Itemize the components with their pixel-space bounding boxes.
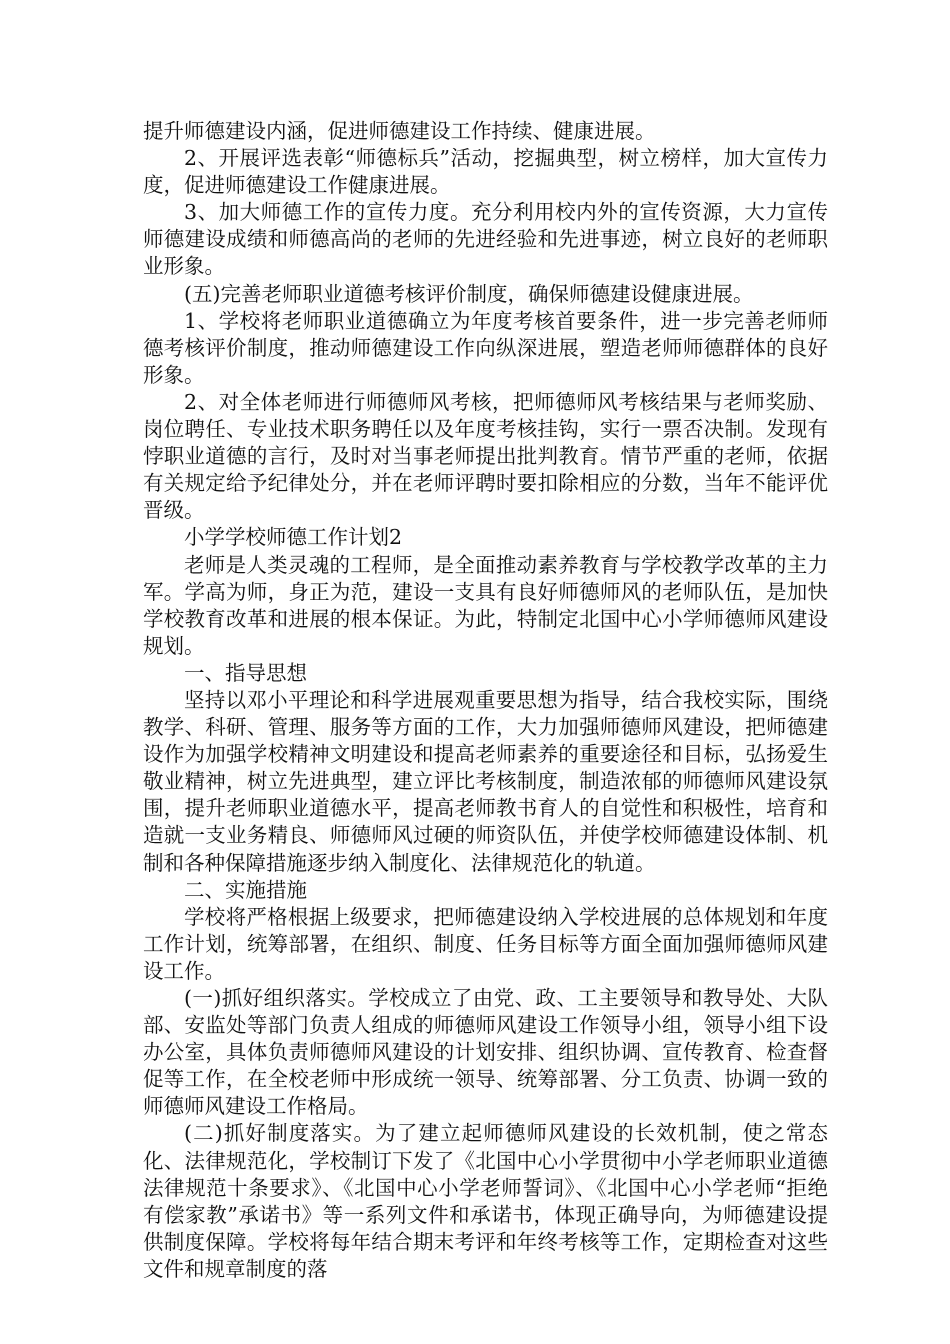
heading-implementation-measures: 二、实施措施 — [184, 877, 307, 902]
plan-title: 小学学校师德工作计划2 — [184, 525, 403, 550]
paragraph-2: 2、开展评选表彰“师德标兵”活动，挖掘典型，树立榜样，加大宣传力度，促进师德建设工作健康进展。 — [143, 146, 828, 198]
paragraph-13: (一)抓好组织落实。学校成立了由党、政、工主要领导和教导处、大队部、安监处等部门负责人组成的师德师风建设工作领导小组，领导小组下设办公室，具体负责师德师风建设的计划安排、组织协调、宣传教育、检查督促等工作，在全校老师中形成统一领导、统筹部署、分工负责、协调一致的师德师风建设工作格局。 — [143, 986, 828, 1119]
paragraph-3: 3、加大师德工作的宣传力度。充分利用校内外的宣传资源，大力宣传师德建设成绩和师德高尚的老师的先进经验和先进事迹，树立良好的老师职业形象。 — [143, 200, 828, 279]
paragraph-14: (二)抓好制度落实。为了建立起师德师风建设的长效机制，使之常态化、法律规范化，学校制订下发了《北国中心小学贯彻中小学老师职业道德法律规范十条要求》、《北国中心小学老师誓词》、《北国中心小学老师“拒绝有偿家教”承诺书》等一系列文件和承诺书，体现正确导向，为师德建设提供制度保障。学校将每年结合期末考评和年终考核等工作，定期检查对这些文件和规章制度的落 — [143, 1121, 828, 1281]
paragraph-5: 1、学校将老师职业道德确立为年度考核首要条件，进一步完善老师师德考核评价制度，推动师德建设工作向纵深进展，塑造老师师德群体的良好形象。 — [143, 308, 828, 387]
paragraph-12: 学校将严格根据上级要求，把师德建设纳入学校进展的总体规划和年度工作计划，统筹部署，在组织、制度、任务目标等方面全面加强师德师风建设工作。 — [143, 904, 828, 983]
heading-guiding-ideology: 一、指导思想 — [184, 660, 307, 685]
paragraph-10: 坚持以邓小平理论和科学进展观重要思想为指导，结合我校实际，围绕教学、科研、管理、服务等方面的工作，大力加强师德师风建设，把师德建设作为加强学校精神文明建设和提高老师素养的重要途径和目标，弘扬爱生敬业精神，树立先进典型，建立评比考核制度，制造浓郁的师德师风建设氛围，提升老师职业道德水平，提高老师教书育人的自觉性和积极性，培育和造就一支业务精良、师德师风过硬的师资队伍，并使学校师德建设体制、机制和各种保障措施逐步纳入制度化、法律规范化的轨道。 — [143, 687, 828, 875]
paragraph-1: 提升师德建设内涵，促进师德建设工作持续、健康进展。 — [143, 119, 656, 143]
section-heading-5: (五)完善老师职业道德考核评价制度，确保师德建设健康进展。 — [184, 281, 754, 306]
document-body — [143, 118, 828, 1283]
paragraph-8: 老师是人类灵魂的工程师，是全面推动素养教育与学校教学改革的主力军。学高为师，身正为范，建设一支具有良好师德师风的老师队伍，是加快学校教育改革和进展的根本保证。为此，特制定北国中心小学师德师风建设规划。 — [143, 552, 828, 658]
paragraph-6: 2、对全体老师进行师德师风考核，把师德师风考核结果与老师奖励、岗位聘任、专业技术职务聘任以及年度考核挂钩，实行一票否决制。发现有悖职业道德的言行，及时对当事老师提出批判教育。情节严重的老师，依据有关规定给予纪律处分，并在老师评聘时要扣除相应的分数，当年不能评优晋级。 — [143, 389, 828, 523]
